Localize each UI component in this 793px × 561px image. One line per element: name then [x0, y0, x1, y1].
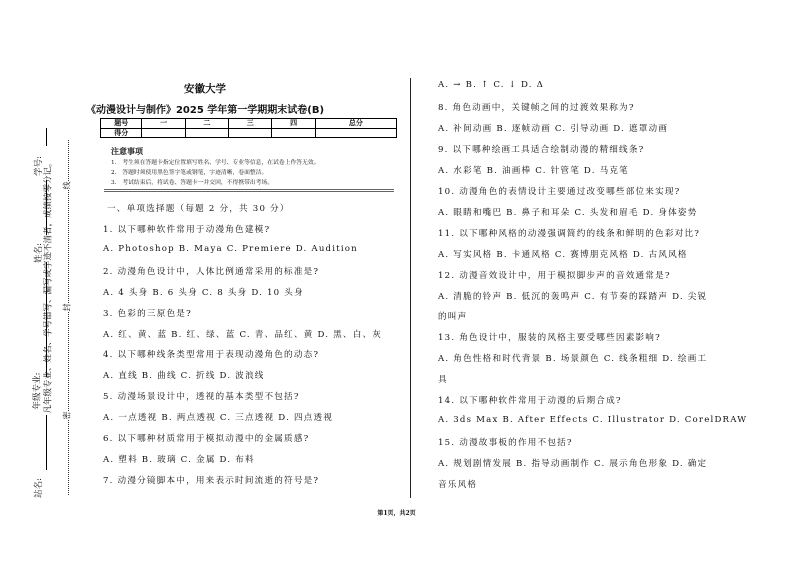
answer-options: A. 角色性格和时代背景 B. 场景颜色 C. 线条粗细 D. 绘画工 [438, 354, 708, 365]
student-id-line [46, 128, 47, 146]
answer-options: A. 一点透视 B. 两点透视 C. 三点透视 D. 四点透视 [103, 413, 334, 424]
question-text: 6. 以下哪种材质常用于模拟动漫中的金属质感? [103, 434, 310, 444]
header-cell: 三 [229, 119, 272, 129]
answer-options: A. 补间动画 B. 逐帧动画 C. 引导动画 D. 遮罩动画 [438, 123, 669, 134]
answer-options: A. 写实风格 B. 卡通风格 C. 赛博朋克风格 D. 古风风格 [438, 249, 688, 260]
answer-options: A. 清脆的铃声 B. 低沉的轰鸣声 C. 有节奏的踩踏声 D. 尖锐 [438, 291, 708, 302]
header-cell: 题号 [101, 119, 142, 129]
question-text: 4. 以下哪种线条类型常用于表现动漫角色的动态? [103, 350, 320, 361]
page-footer: 第1页，共2页 [377, 510, 416, 517]
score-cell [142, 128, 185, 138]
question-text: 13. 角色设计中，服装的风格主要受哪些因素影响? [438, 333, 661, 344]
answer-options: A. 规划剧情发展 B. 指导动画制作 C. 展示角色形象 D. 确定 [438, 459, 708, 470]
notice-item: 1. 考生须在答题卡指定位置填写姓名、学号、专业等信息，在试卷上作答无效。 [111, 160, 320, 166]
answer-options: A. 眼睛和嘴巴 B. 鼻子和耳朵 C. 头发和眉毛 D. 身体姿势 [438, 207, 698, 218]
answer-options: A. 塑料 B. 玻璃 C. 金属 D. 布料 [103, 454, 255, 465]
answer-options: A. 直线 B. 曲线 C. 折线 D. 波浪线 [103, 371, 265, 382]
score-cell [272, 128, 315, 138]
name-label: 姓名: [33, 243, 44, 263]
header-cell: 一 [142, 119, 185, 129]
question-text: 8. 角色动画中，关键帧之间的过渡效果称为? [438, 102, 635, 113]
score-cell [185, 128, 228, 138]
university-name: 安徽大学 [184, 83, 226, 95]
header-cell: 四 [272, 119, 315, 129]
question-text: 12. 动漫音效设计中，用于模拟脚步声的音效通常是? [438, 270, 671, 281]
answer-options: A. 4 头身 B. 6 头身 C. 8 头身 D. 10 头身 [103, 287, 304, 298]
question-text: 1. 以下哪种软件常用于动漫角色建模? [103, 225, 271, 235]
seal-char: 封 [62, 303, 72, 312]
site-line [46, 415, 47, 470]
question-text: 10. 动漫角色的表情设计主要通过改变哪些部位来实现? [438, 186, 681, 197]
question-text: 14. 以下哪种软件常用于动漫的后期合成? [438, 396, 622, 407]
divider [104, 189, 394, 192]
header-cell: 二 [185, 119, 228, 129]
header-cell: 总分 [315, 119, 396, 129]
binding-warning: 凡年级专业、姓名、学号错写、漏写或字迹不清者，成绩按零分记。 [43, 158, 54, 414]
seal-line [68, 140, 69, 495]
exam-title: 《动漫设计与制作》2025 学年第一学期期末试卷(B) [85, 105, 325, 116]
answer-options: 的叫声 [438, 312, 468, 323]
answer-options: 具 [438, 375, 448, 386]
question-text: 3. 色彩的三原色是? [103, 308, 192, 319]
student-id-label: 学号: [33, 156, 44, 176]
answer-options: A. 红、黄、蓝 B. 红、绿、蓝 C. 青、品红、黄 D. 黑、白、灰 [103, 329, 383, 340]
answer-options: 音乐风格 [438, 480, 478, 491]
seal-char: 线 [62, 181, 72, 190]
site-label: 站名: [33, 478, 44, 498]
seal-char: 密 [62, 411, 72, 420]
question-text: 11. 以下哪种风格的动漫强调简约的线条和鲜明的色彩对比? [438, 228, 701, 239]
notice-title: 注意事项 [111, 147, 143, 156]
answer-options: A. 水彩笔 B. 油画棒 C. 针管笔 D. 马克笔 [438, 165, 629, 176]
question-text: 9. 以下哪种绘画工具适合绘制动漫的精细线条? [438, 144, 645, 155]
score-table-header-row [101, 119, 397, 129]
score-table [100, 118, 397, 138]
score-cell [315, 128, 396, 138]
answer-options: A. → B. ↑ C. ↓ D. Δ [438, 80, 545, 90]
row-label: 得分 [101, 128, 142, 138]
question-text: 15. 动漫故事板的作用不包括? [438, 438, 573, 449]
answer-options: A. 3ds Max B. After Effects C. Illustrator D. CorelDRAW [438, 415, 748, 426]
notice-item: 3. 考试结束后，将试卷、答题卡一并交回，不得携带出考场。 [111, 180, 274, 186]
section-heading: 一、单项选择题（每题 2 分，共 30 分） [107, 204, 290, 214]
question-text: 2. 动漫角色设计中，人体比例通常采用的标准是? [103, 266, 320, 277]
score-row [101, 128, 397, 138]
score-cell [229, 128, 272, 138]
answer-options: A. Photoshop B. Maya C. Premiere D. Audition [103, 243, 358, 254]
column-divider [410, 78, 411, 498]
question-text: 7. 动漫分镜脚本中，用来表示时间流逝的符号是? [103, 475, 320, 486]
grade-major-label: 年级专业: [32, 372, 43, 410]
notice-item: 2. 答题时须使用黑色签字笔或钢笔，字迹清晰，卷面整洁。 [111, 170, 268, 176]
question-text: 5. 动漫场景设计中，透视的基本类型不包括? [103, 392, 300, 403]
